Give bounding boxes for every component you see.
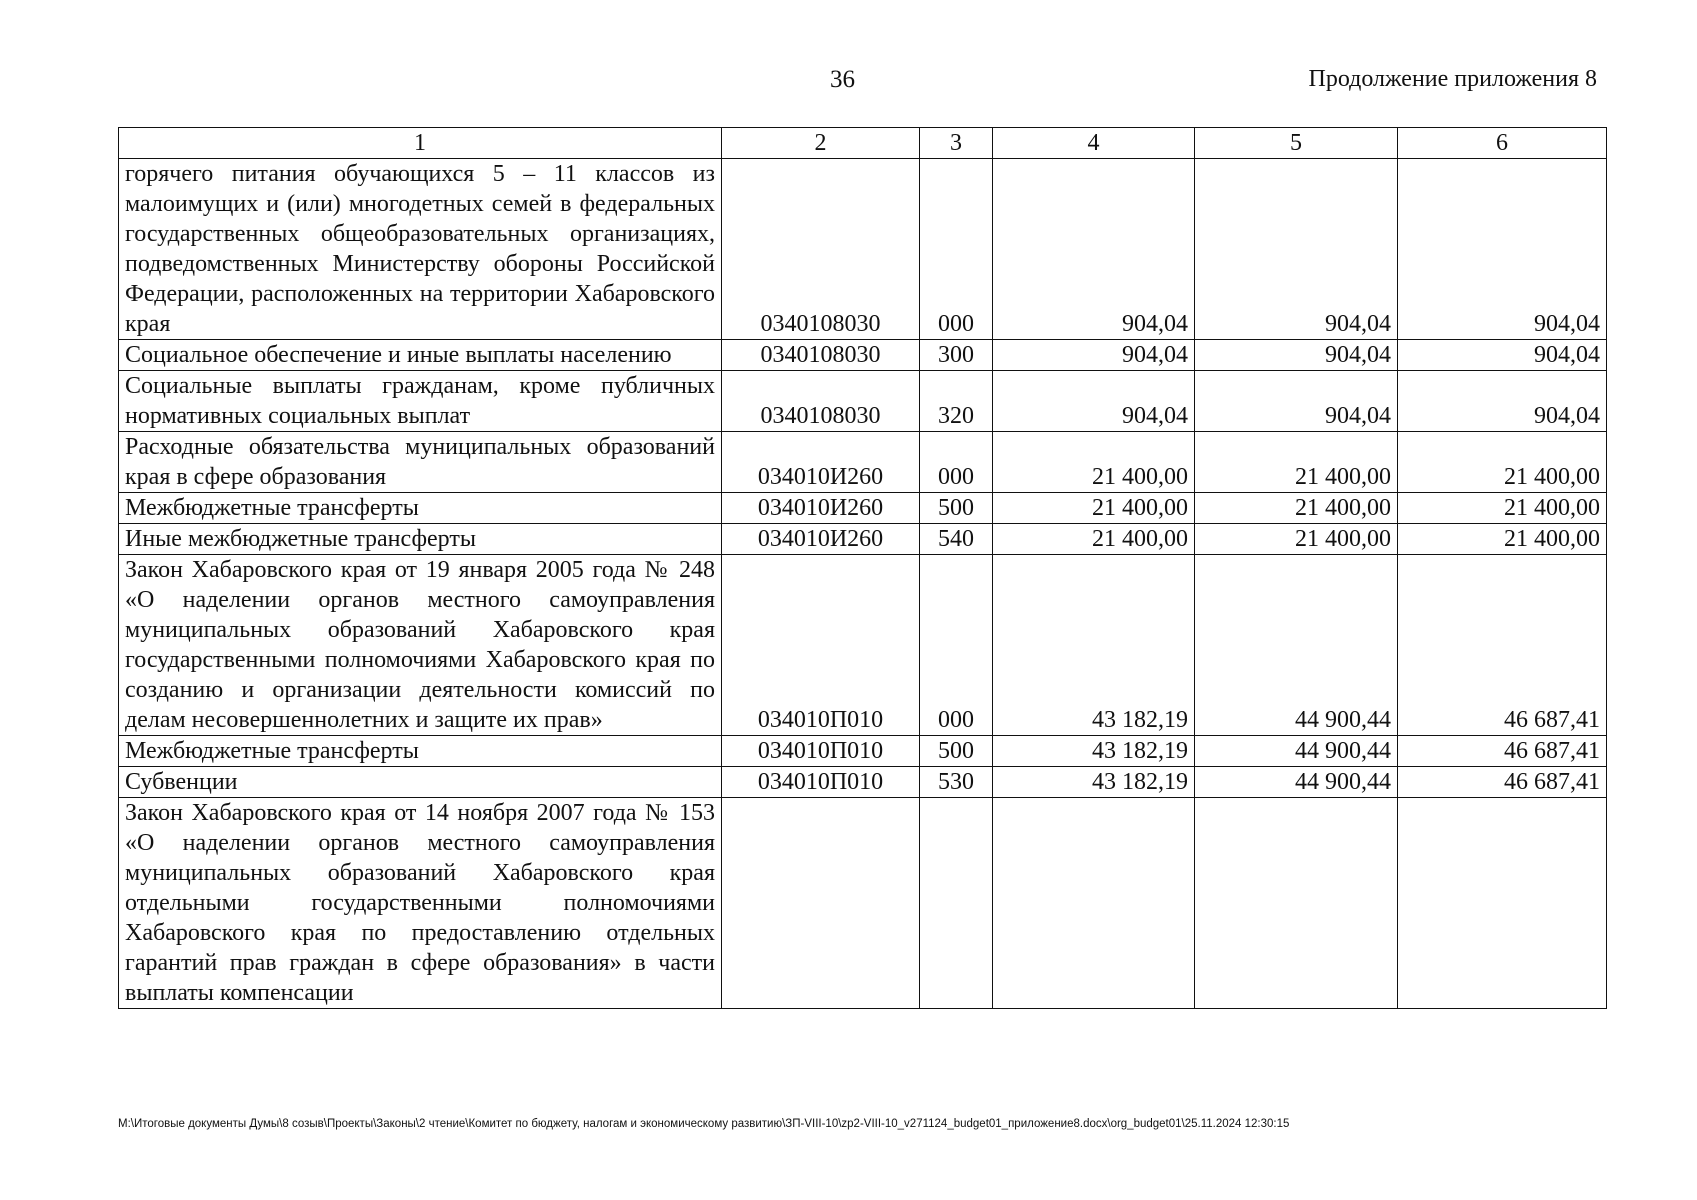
row-target-code: 0340108030 — [722, 371, 920, 432]
row-expense-type: 530 — [920, 767, 993, 798]
row-amount-col5: 21 400,00 — [1195, 493, 1398, 524]
table-row — [119, 493, 1607, 524]
row-amount-col5 — [1195, 798, 1398, 1009]
row-amount-col4: 21 400,00 — [993, 493, 1195, 524]
table-row — [119, 736, 1607, 767]
row-description: Расходные обязательства муниципальных образований края в сфере образования — [119, 432, 722, 493]
row-target-code: 034010П010 — [722, 736, 920, 767]
row-amount-col4: 904,04 — [993, 371, 1195, 432]
row-description: Межбюджетные трансферты — [119, 493, 722, 524]
row-expense-type: 000 — [920, 555, 993, 736]
row-description: Иные межбюджетные трансферты — [119, 524, 722, 555]
row-amount-col6: 46 687,41 — [1398, 555, 1607, 736]
row-expense-type: 000 — [920, 432, 993, 493]
row-amount-col5: 904,04 — [1195, 159, 1398, 340]
table-row — [119, 555, 1607, 736]
row-amount-col6: 904,04 — [1398, 159, 1607, 340]
row-amount-col5: 44 900,44 — [1195, 767, 1398, 798]
row-amount-col6: 46 687,41 — [1398, 736, 1607, 767]
row-description: Субвенции — [119, 767, 722, 798]
row-expense-type — [920, 798, 993, 1009]
row-expense-type: 500 — [920, 736, 993, 767]
column-header: 5 — [1195, 128, 1398, 159]
row-expense-type: 500 — [920, 493, 993, 524]
row-amount-col5: 44 900,44 — [1195, 555, 1398, 736]
row-amount-col4: 21 400,00 — [993, 432, 1195, 493]
page-number: 36 — [830, 66, 855, 93]
file-path-footer: M:\Итоговые документы Думы\8 созыв\Проекты\Законы\2 чтение\Комитет по бюджету, налогам и экономическому развитию\ЗП-VIII-10\zp2-VIII-10_v271124_budget01_приложение8.docx\org_budget01\25.11.2024 12:30:15 — [118, 1118, 1290, 1130]
appendix-label: Продолжение приложения 8 — [1308, 66, 1597, 92]
row-amount-col4: 43 182,19 — [993, 736, 1195, 767]
row-expense-type: 000 — [920, 159, 993, 340]
row-amount-col5: 21 400,00 — [1195, 432, 1398, 493]
row-target-code: 034010П010 — [722, 555, 920, 736]
row-target-code: 034010И260 — [722, 493, 920, 524]
budget-table — [118, 127, 1607, 1009]
row-description: горячего питания обучающихся 5 – 11 классов из малоимущих и (или) многодетных семей в федеральных государственных общеобразовательных организациях, подведомственных Министерству обороны Российской Федерации, расположенных на территории Хабаровского края — [119, 159, 722, 340]
table-row — [119, 767, 1607, 798]
row-amount-col4: 904,04 — [993, 159, 1195, 340]
row-target-code: 0340108030 — [722, 159, 920, 340]
row-expense-type: 540 — [920, 524, 993, 555]
column-header: 6 — [1398, 128, 1607, 159]
row-amount-col5: 904,04 — [1195, 340, 1398, 371]
row-target-code: 0340108030 — [722, 340, 920, 371]
column-header: 4 — [993, 128, 1195, 159]
row-amount-col6 — [1398, 798, 1607, 1009]
row-amount-col5: 44 900,44 — [1195, 736, 1398, 767]
table-row — [119, 432, 1607, 493]
row-amount-col6: 904,04 — [1398, 371, 1607, 432]
table-row — [119, 524, 1607, 555]
row-amount-col5: 904,04 — [1195, 371, 1398, 432]
row-expense-type: 320 — [920, 371, 993, 432]
row-description: Закон Хабаровского края от 14 ноября 2007 года № 153 «О наделении органов местного самоуправления муниципальных образований Хабаровского края отдельными государственными полномочиями Хабаровского края по предоставлению отдельных гарантий прав граждан в сфере образования» в части выплаты компенсации — [119, 798, 722, 1009]
row-description: Социальные выплаты гражданам, кроме публичных нормативных социальных выплат — [119, 371, 722, 432]
row-target-code: 034010И260 — [722, 524, 920, 555]
table-row — [119, 159, 1607, 340]
row-amount-col4: 21 400,00 — [993, 524, 1195, 555]
row-amount-col6: 21 400,00 — [1398, 524, 1607, 555]
row-amount-col4: 904,04 — [993, 340, 1195, 371]
row-target-code — [722, 798, 920, 1009]
row-target-code: 034010П010 — [722, 767, 920, 798]
table-row — [119, 340, 1607, 371]
row-description: Социальное обеспечение и иные выплаты населению — [119, 340, 722, 371]
row-amount-col6: 21 400,00 — [1398, 432, 1607, 493]
row-description: Закон Хабаровского края от 19 января 2005 года № 248 «О наделении органов местного самоуправления муниципальных образований Хабаровского края государственными полномочиями Хабаровского края по созданию и организации деятельности комиссий по делам несовершеннолетних и защите их прав» — [119, 555, 722, 736]
row-amount-col6: 46 687,41 — [1398, 767, 1607, 798]
row-amount-col5: 21 400,00 — [1195, 524, 1398, 555]
row-amount-col6: 21 400,00 — [1398, 493, 1607, 524]
table-row — [119, 371, 1607, 432]
row-target-code: 034010И260 — [722, 432, 920, 493]
table-row — [119, 798, 1607, 1009]
row-amount-col4: 43 182,19 — [993, 555, 1195, 736]
column-header-row — [119, 128, 1607, 159]
row-amount-col6: 904,04 — [1398, 340, 1607, 371]
row-description: Межбюджетные трансферты — [119, 736, 722, 767]
column-header: 1 — [119, 128, 722, 159]
row-amount-col4: 43 182,19 — [993, 767, 1195, 798]
row-expense-type: 300 — [920, 340, 993, 371]
column-header: 3 — [920, 128, 993, 159]
row-amount-col4 — [993, 798, 1195, 1009]
column-header: 2 — [722, 128, 920, 159]
